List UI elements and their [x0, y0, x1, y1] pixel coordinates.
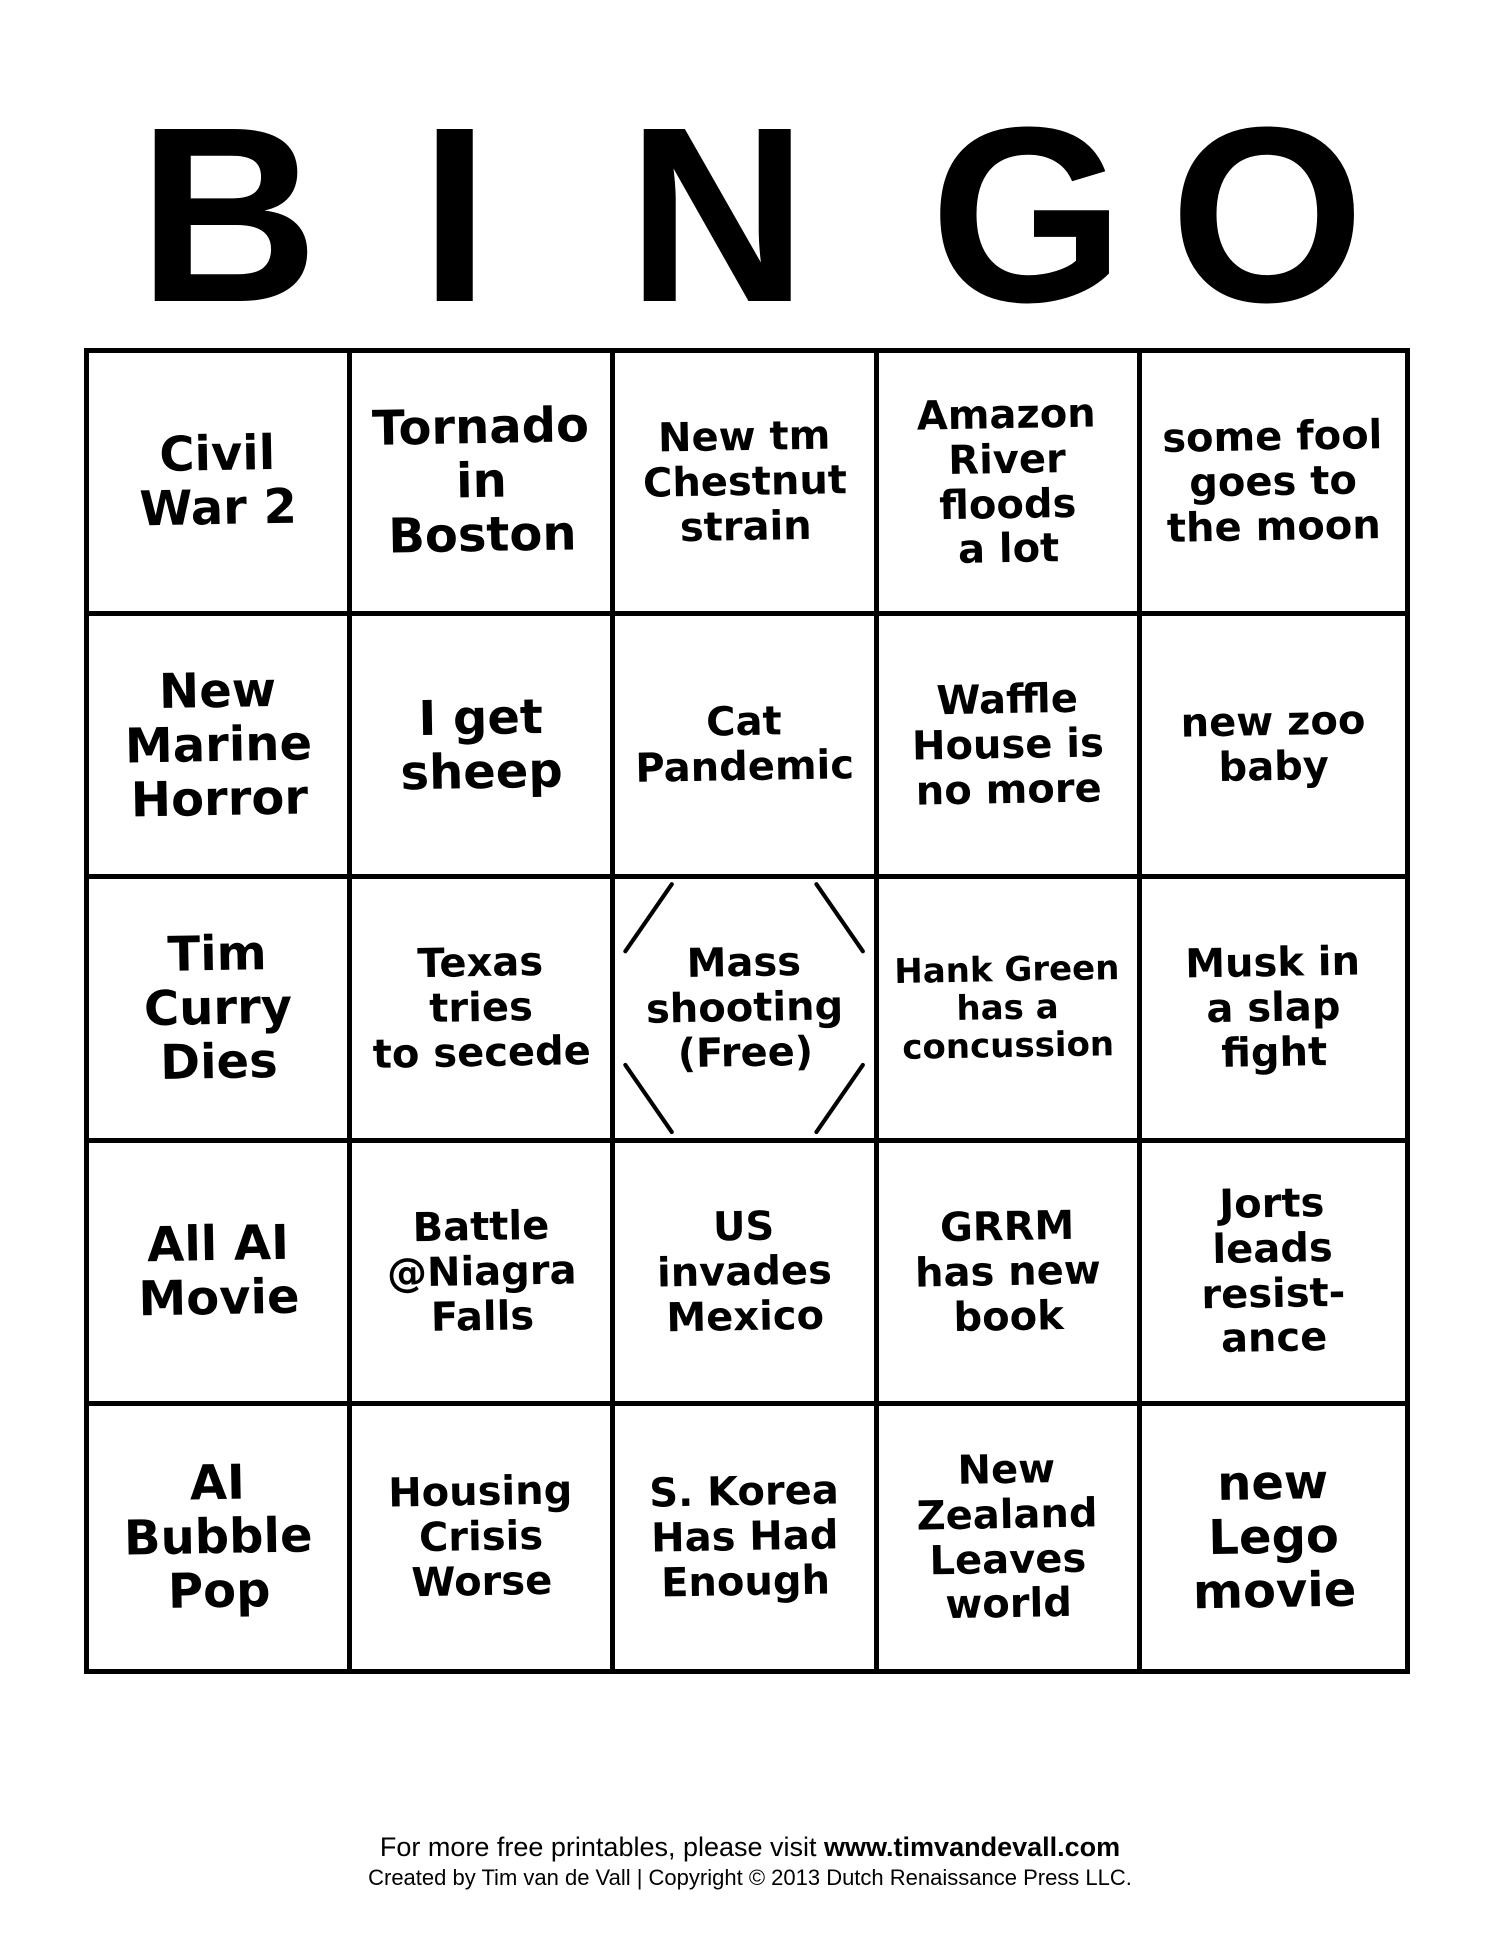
- bingo-cell-r5-c5[interactable]: [1142, 1406, 1405, 1669]
- bingo-cell-r1-c4[interactable]: [879, 353, 1142, 616]
- bingo-cell-r4-c3[interactable]: [615, 1143, 878, 1406]
- bingo-cell-r3-c3-free[interactable]: [615, 879, 878, 1142]
- bingo-cell-text: Jorts leads resist- ance: [1201, 1180, 1347, 1363]
- bingo-cell-r4-c2[interactable]: [352, 1143, 615, 1406]
- bingo-cell-text: Musk in a slap fight: [1184, 938, 1361, 1077]
- bingo-cell-r5-c2[interactable]: [352, 1406, 615, 1669]
- footer-copyright: Created by Tim van de Vall | Copyright © 2013 Dutch Renaissance Press LLC.: [368, 1865, 1132, 1890]
- bingo-cell-r3-c1[interactable]: [89, 879, 352, 1142]
- bingo-cell-r2-c2[interactable]: [352, 616, 615, 879]
- bingo-cell-text: Hank Green has a concussion: [894, 948, 1120, 1069]
- bingo-cell-text: All AI Movie: [137, 1214, 300, 1328]
- title-letter-i: I: [420, 75, 490, 354]
- bingo-cell-r2-c5[interactable]: [1142, 616, 1405, 879]
- bingo-cell-r2-c3[interactable]: [615, 616, 878, 879]
- bingo-cell-r3-c5[interactable]: [1142, 879, 1405, 1142]
- bingo-cell-text: New Zealand Leaves world: [916, 1445, 1099, 1629]
- title-letter-n: N: [627, 75, 808, 354]
- page-footer: [0, 1830, 1500, 1892]
- bingo-cell-text: US invades Mexico: [656, 1202, 833, 1341]
- bingo-cell-text: Texas tries to secede: [372, 939, 592, 1078]
- bingo-cell-r4-c4[interactable]: [879, 1143, 1142, 1406]
- bingo-cell-text: New Marine Horror: [124, 661, 313, 828]
- bingo-cell-text: I get sheep: [400, 688, 564, 801]
- bingo-cell-text: Cat Pandemic: [635, 698, 855, 793]
- bingo-cell-text: Tim Curry Dies: [143, 925, 293, 1091]
- bingo-cell-text: AI Bubble Pop: [123, 1454, 313, 1620]
- footer-website-link[interactable]: www.timvandevall.com: [824, 1832, 1121, 1862]
- footer-visit-text: For more free printables, please visit: [379, 1832, 825, 1862]
- bingo-cell-text: Amazon River floods a lot: [916, 389, 1097, 573]
- bingo-cell-r5-c1[interactable]: [89, 1406, 352, 1669]
- bingo-title: [0, 75, 1500, 354]
- bingo-cell-text: Mass shooting (Free): [645, 939, 844, 1078]
- bingo-cell-text: some fool goes to the moon: [1162, 411, 1384, 552]
- footer-visit-line: [0, 1830, 1500, 1864]
- bingo-cell-text: Battle @Niagra Falls: [386, 1202, 577, 1340]
- bingo-cell-text: Tornado in Boston: [371, 397, 590, 565]
- title-letter-o: O: [1170, 75, 1365, 354]
- bingo-cell-r4-c5[interactable]: [1142, 1143, 1405, 1406]
- bingo-cell-text: new Lego movie: [1192, 1453, 1357, 1620]
- bingo-cell-text: S. Korea Has Had Enough: [648, 1467, 839, 1607]
- bingo-cell-r4-c1[interactable]: [89, 1143, 352, 1406]
- bingo-cell-text: New tm Chestnut strain: [642, 412, 847, 551]
- bingo-cell-r1-c5[interactable]: [1142, 353, 1405, 616]
- bingo-grid: [84, 348, 1410, 1674]
- bingo-cell-text: Waffle House is no more: [911, 675, 1104, 815]
- bingo-cell-text: Housing Crisis Worse: [388, 1467, 573, 1607]
- bingo-cell-r5-c3[interactable]: [615, 1406, 878, 1669]
- bingo-cell-r1-c1[interactable]: [89, 353, 352, 616]
- title-letter-b: B: [138, 75, 319, 354]
- bingo-cell-r2-c4[interactable]: [879, 616, 1142, 879]
- bingo-cell-r2-c1[interactable]: [89, 616, 352, 879]
- bingo-cell-r5-c4[interactable]: [879, 1406, 1142, 1669]
- bingo-cell-text: Civil War 2: [139, 425, 298, 538]
- bingo-cell-r1-c2[interactable]: [352, 353, 615, 616]
- title-letter-g: G: [930, 75, 1125, 354]
- bingo-cell-r1-c3[interactable]: [615, 353, 878, 616]
- bingo-cell-r3-c4[interactable]: [879, 879, 1142, 1142]
- bingo-cell-text: GRRM has new book: [914, 1202, 1101, 1341]
- bingo-cell-text: new zoo baby: [1180, 697, 1366, 792]
- bingo-cell-r3-c2[interactable]: [352, 879, 615, 1142]
